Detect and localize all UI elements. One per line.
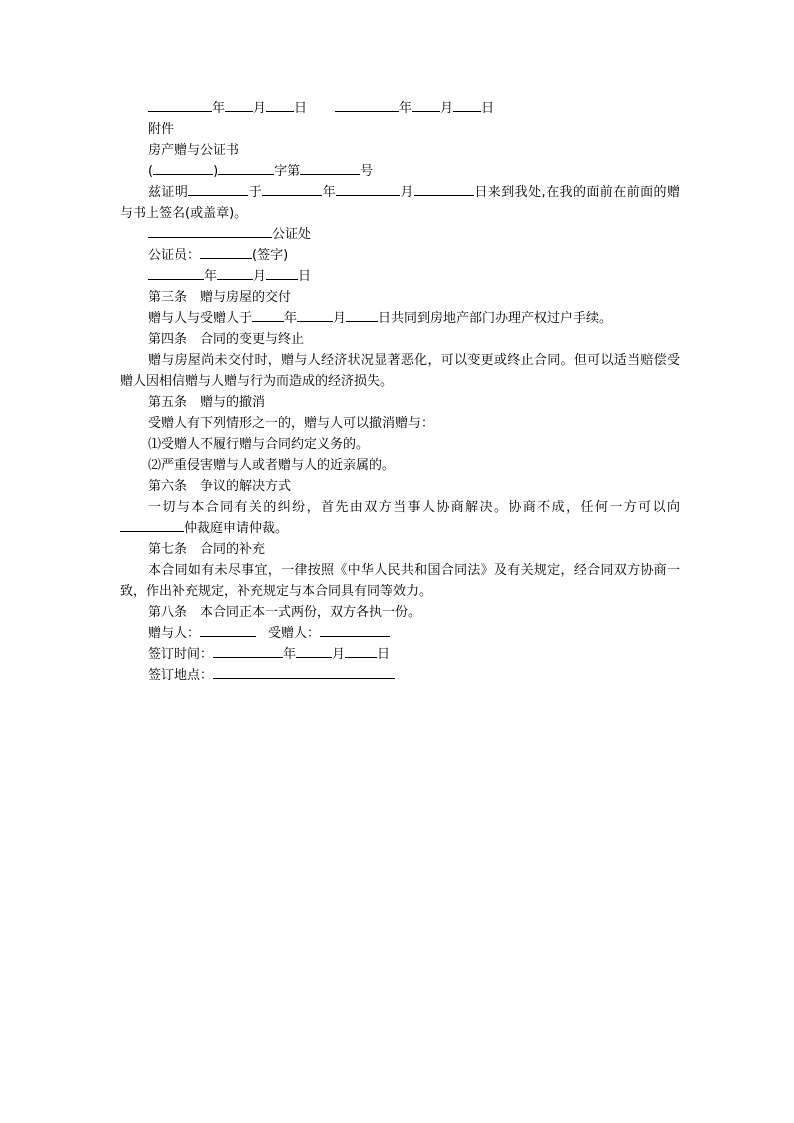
cert-blank bbox=[300, 161, 360, 175]
month-blank bbox=[297, 308, 333, 322]
date-line: 年 月 日 年 月 日 bbox=[120, 98, 680, 119]
notary-date: 年 月 日 bbox=[120, 266, 680, 287]
year-blank bbox=[335, 98, 399, 112]
cert-title: 房产赠与公证书 bbox=[148, 143, 240, 158]
sign-time: 签订时间： 年 月 日 bbox=[120, 644, 680, 665]
month-blank bbox=[336, 182, 400, 196]
donee-blank bbox=[320, 623, 390, 637]
article-7-text: 本合同如有未尽事宜，一律按照《中华人民共和国合同法》及有关规定，经合同双方协商一致，作出补充规定，补充规定与本合同具有同等效力。 bbox=[120, 563, 680, 599]
month-blank bbox=[412, 98, 440, 112]
cert-blank bbox=[218, 161, 274, 175]
notary-blank bbox=[200, 245, 252, 259]
month-blank bbox=[217, 266, 253, 280]
article-5-intro: 受赠人有下列情形之一的，赠与人可以撤消赠与： bbox=[148, 416, 435, 431]
donor-blank bbox=[200, 623, 256, 637]
annex-label: 附件 bbox=[148, 122, 175, 137]
cert-number: ( ) 字第 号 bbox=[120, 161, 680, 182]
cert-blank bbox=[153, 161, 213, 175]
signatures: 赠与人： 受赠人： bbox=[120, 623, 680, 644]
day-blank bbox=[453, 98, 481, 112]
article-4-title: 第四条 合同的变更与终止 bbox=[148, 332, 305, 347]
year-blank bbox=[148, 98, 212, 112]
year-blank bbox=[252, 308, 284, 322]
article-3-title: 第三条 赠与房屋的交付 bbox=[148, 290, 292, 305]
office-blank bbox=[148, 224, 272, 238]
year-blank bbox=[262, 182, 322, 196]
sign-place: 签订地点： bbox=[120, 665, 680, 686]
name-blank bbox=[188, 182, 248, 196]
article-5-title: 第五条 赠与的撤消 bbox=[148, 395, 266, 410]
contract-page bbox=[120, 98, 680, 686]
article-8-title: 第八条 本合同正本一式两份，双方各执一份。 bbox=[148, 605, 422, 620]
article-6-text: 一切与本合同有关的纠纷，首先由双方当事人协商解决。协商不成，任何一方可以向仲裁庭申请仲裁。 bbox=[120, 497, 680, 539]
article-6-title: 第六条 争议的解决方式 bbox=[148, 479, 292, 494]
month-blank bbox=[225, 98, 253, 112]
year-blank bbox=[148, 266, 204, 280]
article-5-item-2: ⑵严重侵害赠与人或者赠与人的近亲属的。 bbox=[148, 458, 396, 473]
notary-sign: 公证员： (签字) bbox=[120, 245, 680, 266]
arbitration-blank bbox=[120, 518, 184, 532]
day-blank bbox=[345, 644, 377, 658]
day-blank bbox=[266, 98, 294, 112]
month-blank bbox=[296, 644, 332, 658]
article-4-text: 赠与房屋尚未交付时，赠与人经济状况显著恶化，可以变更或终止合同。但可以适当赔偿受赠人因相信赠与人赠与行为而造成的经济损失。 bbox=[120, 353, 680, 389]
article-3-text: 赠与人与受赠人于 年 月 日共同到房地产部门办理产权过户手续。 bbox=[120, 308, 680, 329]
article-7-title: 第七条 合同的补充 bbox=[148, 542, 266, 557]
cert-body: 兹证明 于 年 月 日来到我处,在我的面前在前面的赠与书上签名(或盖章)。 bbox=[120, 182, 680, 224]
day-blank bbox=[346, 308, 378, 322]
day-blank bbox=[266, 266, 298, 280]
article-5-item-1: ⑴受赠人不履行赠与合同约定义务的。 bbox=[148, 437, 370, 452]
notary-office: 公证处 bbox=[120, 224, 680, 245]
year-blank bbox=[213, 644, 283, 658]
place-blank bbox=[213, 665, 395, 679]
day-blank bbox=[414, 182, 474, 196]
